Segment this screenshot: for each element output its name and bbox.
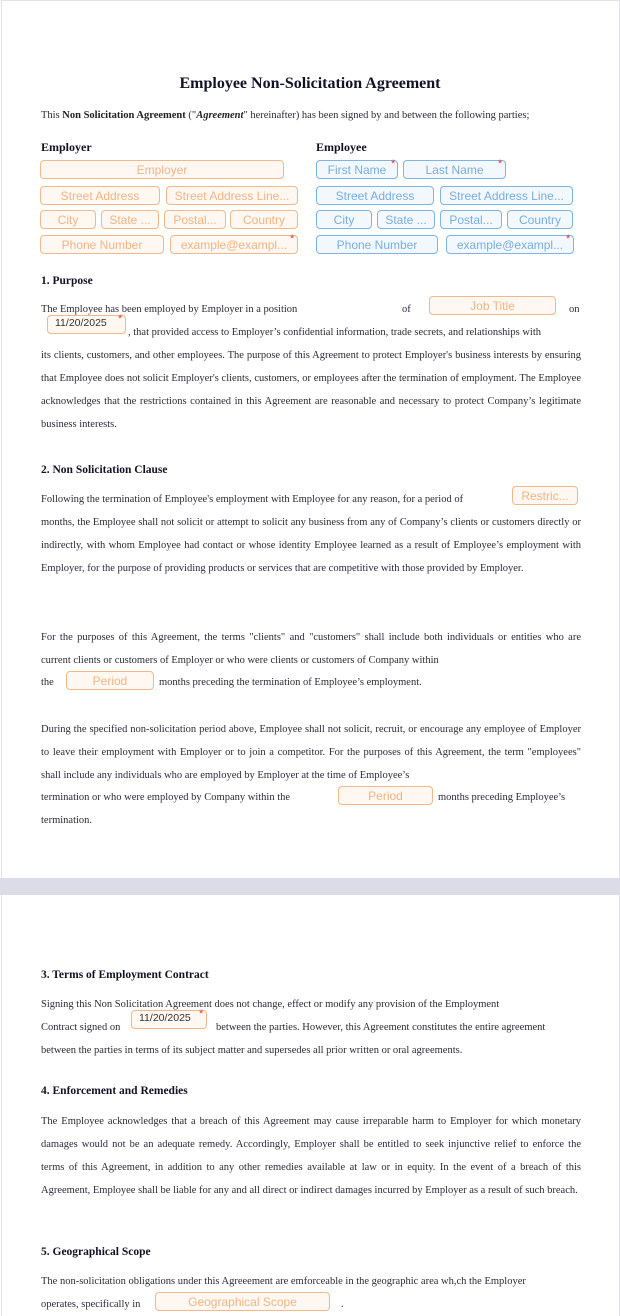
employer-country-field[interactable]: Country (230, 210, 298, 229)
period-field-2[interactable]: Period (338, 786, 433, 805)
required-asterisk: * (118, 313, 123, 325)
start-date-field[interactable]: 11/20/2025 (47, 315, 126, 334)
employer-phone-field[interactable]: Phone Number (40, 235, 164, 254)
section-1-of: of (402, 304, 411, 315)
employee-phone-field[interactable]: Phone Number (316, 235, 438, 254)
employer-street2-field[interactable]: Street Address Line... (166, 186, 298, 205)
section-3-line-2-start: Contract signed on (41, 1022, 121, 1033)
employer-postal-field[interactable]: Postal... (164, 210, 226, 229)
employee-label: Employee (316, 140, 367, 154)
intro-mid: (" (185, 110, 197, 121)
section-5-line-2-end: . (341, 1299, 344, 1310)
section-2-paragraph-2: For the purposes of this Agreement, the terms "clients" and "customers" shall include both individuals or entities who are current clients or customers of Employer or who were clients or customers of Company within (41, 632, 581, 666)
section-2-heading: 2. Non Solicitation Clause (41, 464, 168, 476)
employee-city-field[interactable]: City (316, 210, 372, 229)
period-field[interactable]: Period (66, 671, 154, 690)
required-asterisk: * (498, 158, 503, 170)
required-asterisk: * (199, 1008, 204, 1020)
employer-street-field[interactable]: Street Address (40, 186, 160, 205)
section-2-the: the (41, 677, 54, 688)
contract-date-field[interactable]: 11/20/2025 (131, 1010, 207, 1029)
section-3-line-1: Signing this Non Solicitation Agreement does not change, effect or modify any provision of the Employment (41, 999, 500, 1010)
employee-first-name-field[interactable]: First Name (316, 160, 398, 179)
section-1-line-1-text: The Employee has been employed by Employer in a position (41, 304, 298, 315)
section-4-heading: 4. Enforcement and Remedies (41, 1085, 188, 1097)
section-1-on: on (569, 304, 580, 315)
section-1-line-2: , that provided access to Employer’s confidential information, trade secrets, and relationships with (128, 327, 541, 338)
employer-label: Employer (41, 140, 92, 154)
section-3-line-2-end: between the parties. However, this Agreement constitutes the entire agreement (216, 1022, 546, 1033)
document-title: Employee Non-Solicitation Agreement (179, 75, 441, 92)
employer-state-field[interactable]: State ... (101, 210, 159, 229)
employee-last-name-field[interactable]: Last Name (403, 160, 506, 179)
section-2-paragraph-3-line-4: termination or who were employed by Company within the (41, 792, 291, 803)
employer-email-field[interactable]: example@exampl... (170, 235, 298, 254)
section-3-heading: 3. Terms of Employment Contract (41, 969, 209, 981)
intro-bold: Non Solicitation Agreement (62, 110, 186, 121)
section-2-paragraph-3-last: termination. (41, 815, 93, 826)
section-1-body: its clients, customers, and other employees. The purpose of this Agreement to protect Employer's business interests by ensuring that Employee does not solicit Employer's clients, customers, or employees after the termination of employment. The Employee acknowledges that the restrictions contained in this Agreement are reasonable and necessary to protect Company’s legitimate business interests. (41, 350, 581, 430)
geographical-scope-field[interactable]: Geographical Scope (155, 1292, 330, 1311)
employer-city-field[interactable]: City (40, 210, 96, 229)
required-asterisk: * (290, 233, 295, 245)
section-2-paragraph-1: months, the Employee shall not solicit or attempt to solicit any business from any of Company’s clients or customers directly or indirectly, with whom Employee had contact or whose identity Employee learned as a result of Employee’s employment with Employer, for the purpose of providing products or services that are competitive with those provided by Employer. (41, 517, 581, 574)
section-2-line-1: Following the termination of Employee's employment with Employee for any reason, for a period of (41, 494, 464, 505)
required-asterisk: * (391, 158, 396, 170)
restriction-period-field[interactable]: Restric... (512, 486, 578, 505)
employee-country-field[interactable]: Country (507, 210, 573, 229)
section-3-line-3: between the parties in terms of its subject matter and supersedes all prior written or oral agreements. (41, 1045, 463, 1056)
section-5-line-2-start: operates, specifically in (41, 1299, 141, 1310)
job-title-field[interactable]: Job Title (429, 296, 556, 315)
employee-street-field[interactable]: Street Address (316, 186, 434, 205)
section-5-heading: 5. Geographical Scope (41, 1246, 151, 1258)
section-4-body: The Employee acknowledges that a breach of this Agreement may cause irreparable harm to Employer for which monetary damages would not be an adequate remedy. Accordingly, Employer shall be entitled to seek injunctive relief to enforce the terms of this Agreement, in addition to any other remedies available at law or in equity. In the event of a breach of this Agreement, Employee shall be liable for any and all direct or indirect damages incurred by Employer as a result of such breach. (41, 1116, 581, 1196)
employee-email-field[interactable]: example@exampl... (446, 235, 574, 254)
intro-prefix: This (41, 110, 63, 121)
intro-text (41, 110, 529, 121)
page-separator (0, 878, 620, 895)
required-asterisk: * (566, 233, 571, 245)
section-5-line-1: The non-solicitation obligations under this Agreeement are emforceable in the geographic area wh,ch the Employer (41, 1276, 526, 1287)
employer-name-field[interactable]: Employer (40, 160, 284, 179)
employee-postal-field[interactable]: Postal... (440, 210, 502, 229)
intro-italic: Agreement (196, 110, 244, 121)
section-2-paragraph-3: During the specified non-solicitation period above, Employee shall not solicit, recruit, or encourage any employee of Employer to leave their employment with Employer or to join a competitor. For the purposes of this Agreement, the term "employees" shall include any individuals who are employed by Employer at the time of Employee’s (41, 724, 581, 781)
section-2-paragraph-3-line-4-end: months preceding Employee’s (438, 792, 566, 803)
section-2-paragraph-2-end: months preceding the termination of Employee’s employment. (159, 677, 422, 688)
intro-suffix: " hereinafter) has been signed by and between the following parties; (243, 110, 530, 121)
section-1-heading: 1. Purpose (41, 275, 93, 287)
section-1-line-1 (41, 304, 411, 315)
employee-street2-field[interactable]: Street Address Line... (440, 186, 573, 205)
employee-state-field[interactable]: State ... (377, 210, 435, 229)
